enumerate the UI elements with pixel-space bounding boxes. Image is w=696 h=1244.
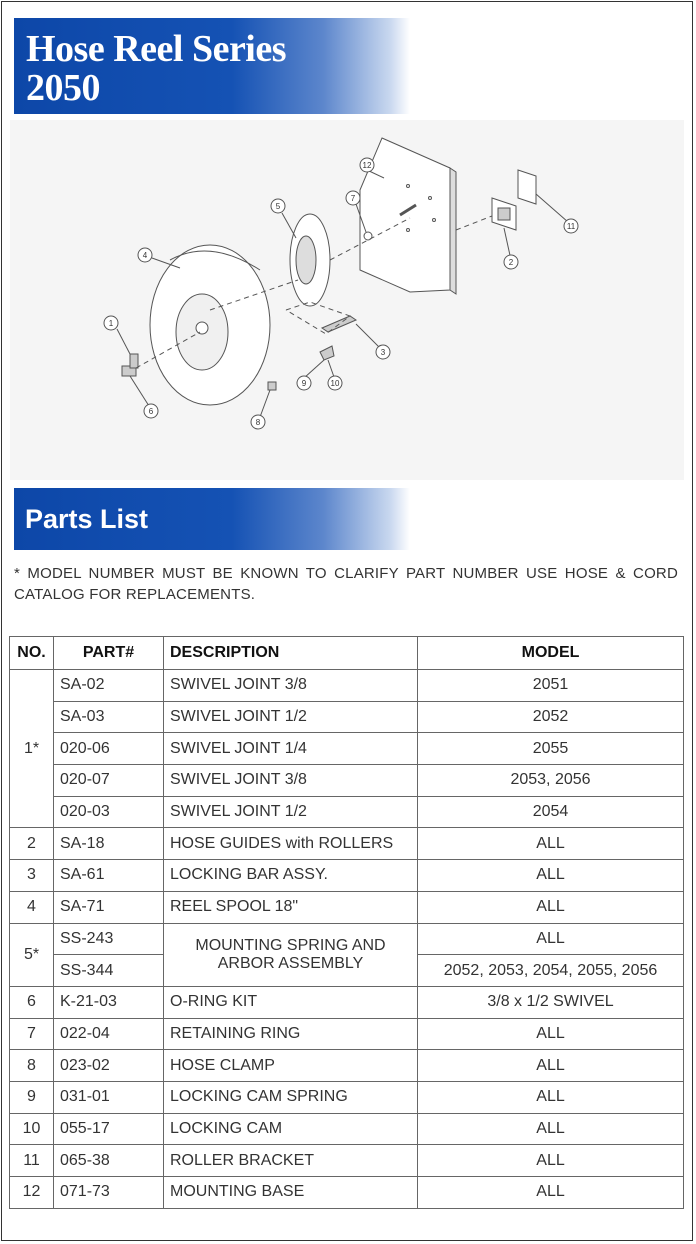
part-description: LOCKING CAM SPRING — [164, 1081, 418, 1113]
part-number: 055-17 — [54, 1113, 164, 1145]
item-no: 12 — [10, 1177, 54, 1209]
item-no: 7 — [10, 1018, 54, 1050]
model: 2052, 2053, 2054, 2055, 2056 — [418, 955, 684, 987]
table-row — [10, 828, 684, 860]
callout-11: 11 — [566, 222, 576, 231]
model: ALL — [418, 1081, 684, 1113]
header-part: PART# — [54, 637, 164, 670]
part-description: LOCKING CAM — [164, 1113, 418, 1145]
part-description: HOSE GUIDES with ROLLERS — [164, 828, 418, 860]
model: ALL — [418, 1018, 684, 1050]
part-number: SA-03 — [54, 701, 164, 733]
part-number: 020-06 — [54, 733, 164, 765]
model: ALL — [418, 1113, 684, 1145]
part-description: LOCKING BAR ASSY. — [164, 860, 418, 892]
part-description: REEL SPOOL 18" — [164, 891, 418, 923]
header-model: MODEL — [418, 637, 684, 670]
callout-12: 12 — [362, 161, 372, 170]
part-number: SS-243 — [54, 923, 164, 955]
parts-list-heading: Parts List — [14, 488, 410, 550]
part-description: SWIVEL JOINT 1/2 — [164, 796, 418, 828]
callout-7: 7 — [350, 194, 356, 203]
table-row — [10, 1177, 684, 1209]
callout-6: 6 — [148, 407, 154, 416]
part-description: MOUNTING SPRING AND ARBOR ASSEMBLY — [164, 923, 418, 986]
part-description: HOSE CLAMP — [164, 1050, 418, 1082]
model: ALL — [418, 1050, 684, 1082]
diagram-svg — [10, 120, 684, 480]
part-number: 031-01 — [54, 1081, 164, 1113]
part-description: O-RING KIT — [164, 986, 418, 1018]
table-row — [10, 701, 684, 733]
model: ALL — [418, 1177, 684, 1209]
item-no: 1* — [10, 670, 54, 828]
table-row — [10, 891, 684, 923]
part-description: SWIVEL JOINT 3/8 — [164, 670, 418, 702]
item-no: 3 — [10, 860, 54, 892]
part-description: SWIVEL JOINT 1/4 — [164, 733, 418, 765]
table-row — [10, 1081, 684, 1113]
table-header-row — [10, 637, 684, 670]
callout-9: 9 — [301, 379, 307, 388]
part-description: RETAINING RING — [164, 1018, 418, 1050]
part-number: SA-71 — [54, 891, 164, 923]
model: ALL — [418, 828, 684, 860]
model: ALL — [418, 923, 684, 955]
part-number: K-21-03 — [54, 986, 164, 1018]
part-number: 020-03 — [54, 796, 164, 828]
part-number: 022-04 — [54, 1018, 164, 1050]
item-no: 10 — [10, 1113, 54, 1145]
callout-1: 1 — [108, 319, 114, 328]
part-number: 071-73 — [54, 1177, 164, 1209]
item-no: 6 — [10, 986, 54, 1018]
table-row — [10, 923, 684, 955]
model: 2053, 2056 — [418, 765, 684, 797]
callout-10: 10 — [330, 379, 340, 388]
part-number: SA-61 — [54, 860, 164, 892]
model: ALL — [418, 1145, 684, 1177]
part-number: SA-18 — [54, 828, 164, 860]
parts-table — [9, 636, 684, 1209]
part-number: 023-02 — [54, 1050, 164, 1082]
part-number: 020-07 — [54, 765, 164, 797]
part-description: ROLLER BRACKET — [164, 1145, 418, 1177]
title-line-1: Hose Reel Series — [26, 28, 287, 70]
page-title — [14, 18, 410, 114]
model: 3/8 x 1/2 SWIVEL — [418, 986, 684, 1018]
model: ALL — [418, 891, 684, 923]
item-no: 11 — [10, 1145, 54, 1177]
part-number: 065-38 — [54, 1145, 164, 1177]
table-row — [10, 1050, 684, 1082]
callout-2: 2 — [508, 258, 514, 267]
title-line-2: 2050 — [26, 67, 100, 109]
header-description: DESCRIPTION — [164, 637, 418, 670]
callout-4: 4 — [142, 251, 148, 260]
table-row — [10, 670, 684, 702]
table-row — [10, 796, 684, 828]
model: ALL — [418, 860, 684, 892]
table-row — [10, 1018, 684, 1050]
item-no: 5* — [10, 923, 54, 986]
callout-3: 3 — [380, 348, 386, 357]
model: 2055 — [418, 733, 684, 765]
item-no: 9 — [10, 1081, 54, 1113]
table-row — [10, 733, 684, 765]
header-no: NO. — [10, 637, 54, 670]
table-row — [10, 986, 684, 1018]
model: 2052 — [418, 701, 684, 733]
model: 2051 — [418, 670, 684, 702]
table-row — [10, 1113, 684, 1145]
callout-5: 5 — [275, 202, 281, 211]
callout-8: 8 — [255, 418, 261, 427]
exploded-parts-diagram — [10, 120, 684, 480]
part-number: SS-344 — [54, 955, 164, 987]
part-description: SWIVEL JOINT 1/2 — [164, 701, 418, 733]
part-number: SA-02 — [54, 670, 164, 702]
table-row — [10, 860, 684, 892]
table-row — [10, 765, 684, 797]
table-row — [10, 1145, 684, 1177]
item-no: 4 — [10, 891, 54, 923]
model: 2054 — [418, 796, 684, 828]
part-description: SWIVEL JOINT 3/8 — [164, 765, 418, 797]
item-no: 2 — [10, 828, 54, 860]
model-number-note: * MODEL NUMBER MUST BE KNOWN TO CLARIFY PART NUMBER USE HOSE & CORD CATALOG FOR REPLACEMENTS. — [14, 565, 678, 603]
item-no: 8 — [10, 1050, 54, 1082]
mounting-base-drawing — [360, 138, 450, 292]
part-description: MOUNTING BASE — [164, 1177, 418, 1209]
